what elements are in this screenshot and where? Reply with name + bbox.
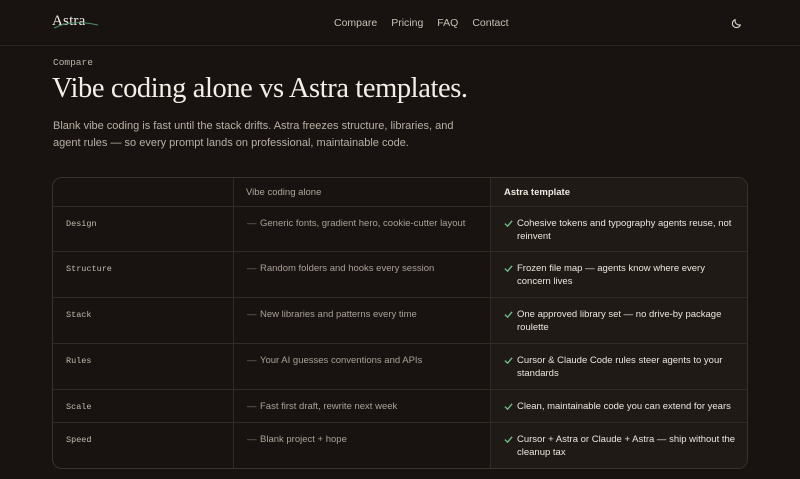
nav-link-pricing[interactable]: Pricing <box>391 17 424 29</box>
nav-link-faq[interactable]: FAQ <box>437 17 459 29</box>
page-title: Vibe coding alone vs Astra templates. <box>52 73 468 104</box>
dash-icon: — <box>247 263 257 274</box>
moon-icon[interactable] <box>731 16 744 29</box>
row-label: Design <box>66 219 97 229</box>
nav-link-contact[interactable]: Contact <box>472 17 509 29</box>
dash-icon: — <box>247 309 257 320</box>
check-icon <box>504 310 513 319</box>
astra-cell: Cursor + Astra or Claude + Astra — ship without the cleanup tax <box>517 434 736 458</box>
row-label: Structure <box>66 264 112 274</box>
check-icon <box>504 402 513 411</box>
top-nav <box>0 0 800 46</box>
header-astra: Astra template <box>504 187 570 198</box>
logo-swoosh-icon <box>52 20 100 30</box>
vibe-cell: New libraries and patterns every time <box>260 309 417 320</box>
dash-icon: — <box>247 355 257 366</box>
table-row <box>53 423 748 469</box>
astra-cell: Cursor & Claude Code rules steer agents to your standards <box>517 355 723 379</box>
section-eyebrow: Compare <box>53 57 93 68</box>
header-vibe: Vibe coding alone <box>246 187 322 198</box>
comparison-table <box>52 177 748 469</box>
row-label: Scale <box>66 402 92 412</box>
check-icon <box>504 356 513 365</box>
row-label: Rules <box>66 356 92 366</box>
vibe-cell: Your AI guesses conventions and APIs <box>260 355 423 366</box>
nav-link-compare[interactable]: Compare <box>334 17 378 29</box>
dash-icon: — <box>247 218 257 229</box>
astra-cell: Cohesive tokens and typography agents reuse, not reinvent <box>517 218 732 242</box>
table-row <box>53 252 748 298</box>
dash-icon: — <box>247 434 257 445</box>
astra-cell: Frozen file map — agents know where every concern lives <box>517 263 705 287</box>
vibe-cell: Random folders and hooks every session <box>260 263 435 274</box>
page-subtitle: Blank vibe coding is fast until the stack drifts. Astra freezes structure, libraries, and agent rules — so every prompt lands on professional, maintainable code. <box>53 120 454 149</box>
table-row <box>53 344 748 390</box>
check-icon <box>504 435 513 444</box>
check-icon <box>504 264 513 273</box>
check-icon <box>504 219 513 228</box>
dash-icon: — <box>247 401 257 412</box>
vibe-cell: Fast first draft, rewrite next week <box>260 401 398 412</box>
table-row <box>53 390 748 423</box>
astra-cell: One approved library set — no drive-by package roulette <box>517 309 722 333</box>
nav-links <box>334 17 523 29</box>
row-label: Stack <box>66 310 92 320</box>
astra-cell: Clean, maintainable code you can extend for years <box>517 401 731 412</box>
logo[interactable]: Astra <box>52 13 86 29</box>
row-label: Speed <box>66 435 92 445</box>
table-row <box>53 207 748 252</box>
table-header <box>53 178 748 207</box>
table-row <box>53 298 748 344</box>
vibe-cell: Generic fonts, gradient hero, cookie-cutter layout <box>260 218 466 229</box>
vibe-cell: Blank project + hope <box>260 434 347 445</box>
